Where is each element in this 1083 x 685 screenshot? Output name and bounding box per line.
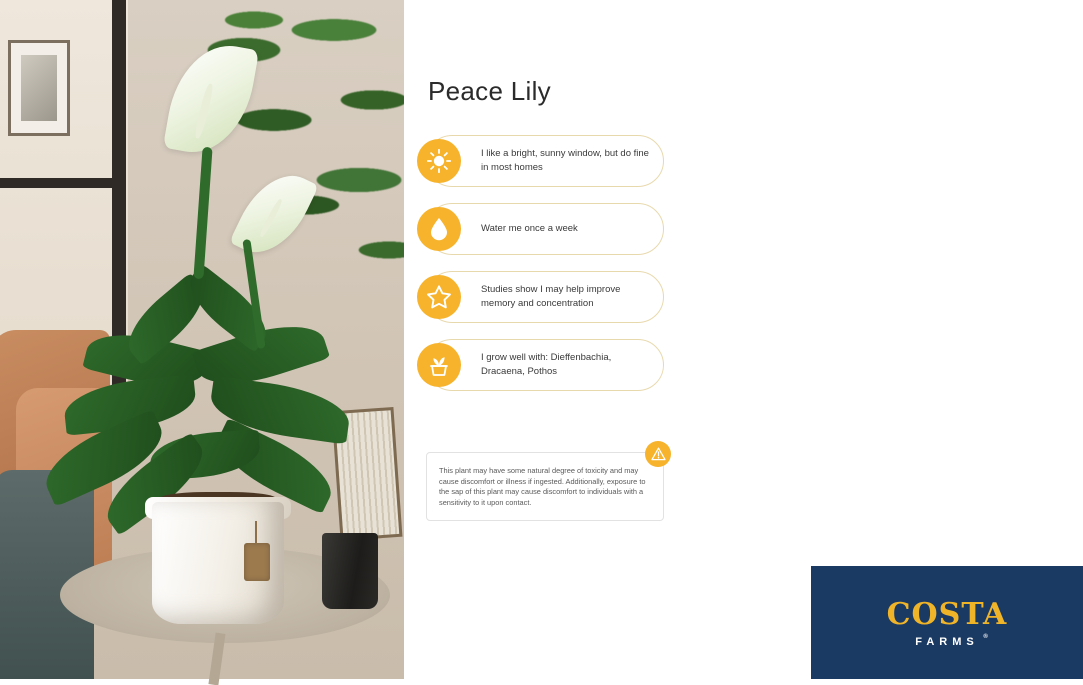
water-drop-icon <box>417 207 461 251</box>
info-panel <box>404 0 1008 679</box>
fact-list <box>426 135 664 407</box>
ceramic-mug <box>322 533 378 609</box>
registered-mark: ® <box>983 634 988 640</box>
fact-text: Studies show I may help improve memory and concentration <box>481 284 621 309</box>
fact-text: I grow well with: Dieffenbachia, Dracaena, Pothos <box>481 352 612 377</box>
brand-footer <box>811 566 1083 679</box>
sun-icon <box>417 139 461 183</box>
toxicity-warning <box>426 452 664 521</box>
fact-text: Water me once a week <box>481 223 578 234</box>
shelf-bar-upper <box>0 178 126 188</box>
fact-item-light <box>426 135 664 187</box>
wall-art-frame <box>8 40 70 136</box>
brand-name: COSTA <box>886 597 1008 632</box>
brand-subname-text: FARMS <box>915 636 979 648</box>
fact-item-water <box>426 203 664 255</box>
star-icon <box>417 275 461 319</box>
page-title: Peace Lily <box>428 76 551 106</box>
fact-text: I like a bright, sunny window, but do fine in most homes <box>481 148 649 173</box>
plant-tag <box>244 543 270 581</box>
plant-pot-icon <box>417 343 461 387</box>
fact-item-companions <box>426 339 664 391</box>
warning-triangle-icon <box>645 441 671 467</box>
fact-item-benefit <box>426 271 664 323</box>
warning-text: This plant may have some natural degree of toxicity and may cause discomfort or illness if ingested. Additionally, exposure to the sap of this plant may cause discomfort to individuals with a sensitivity to it upon contact. <box>439 466 646 507</box>
brand-subname <box>915 634 988 648</box>
product-photo <box>0 0 404 679</box>
